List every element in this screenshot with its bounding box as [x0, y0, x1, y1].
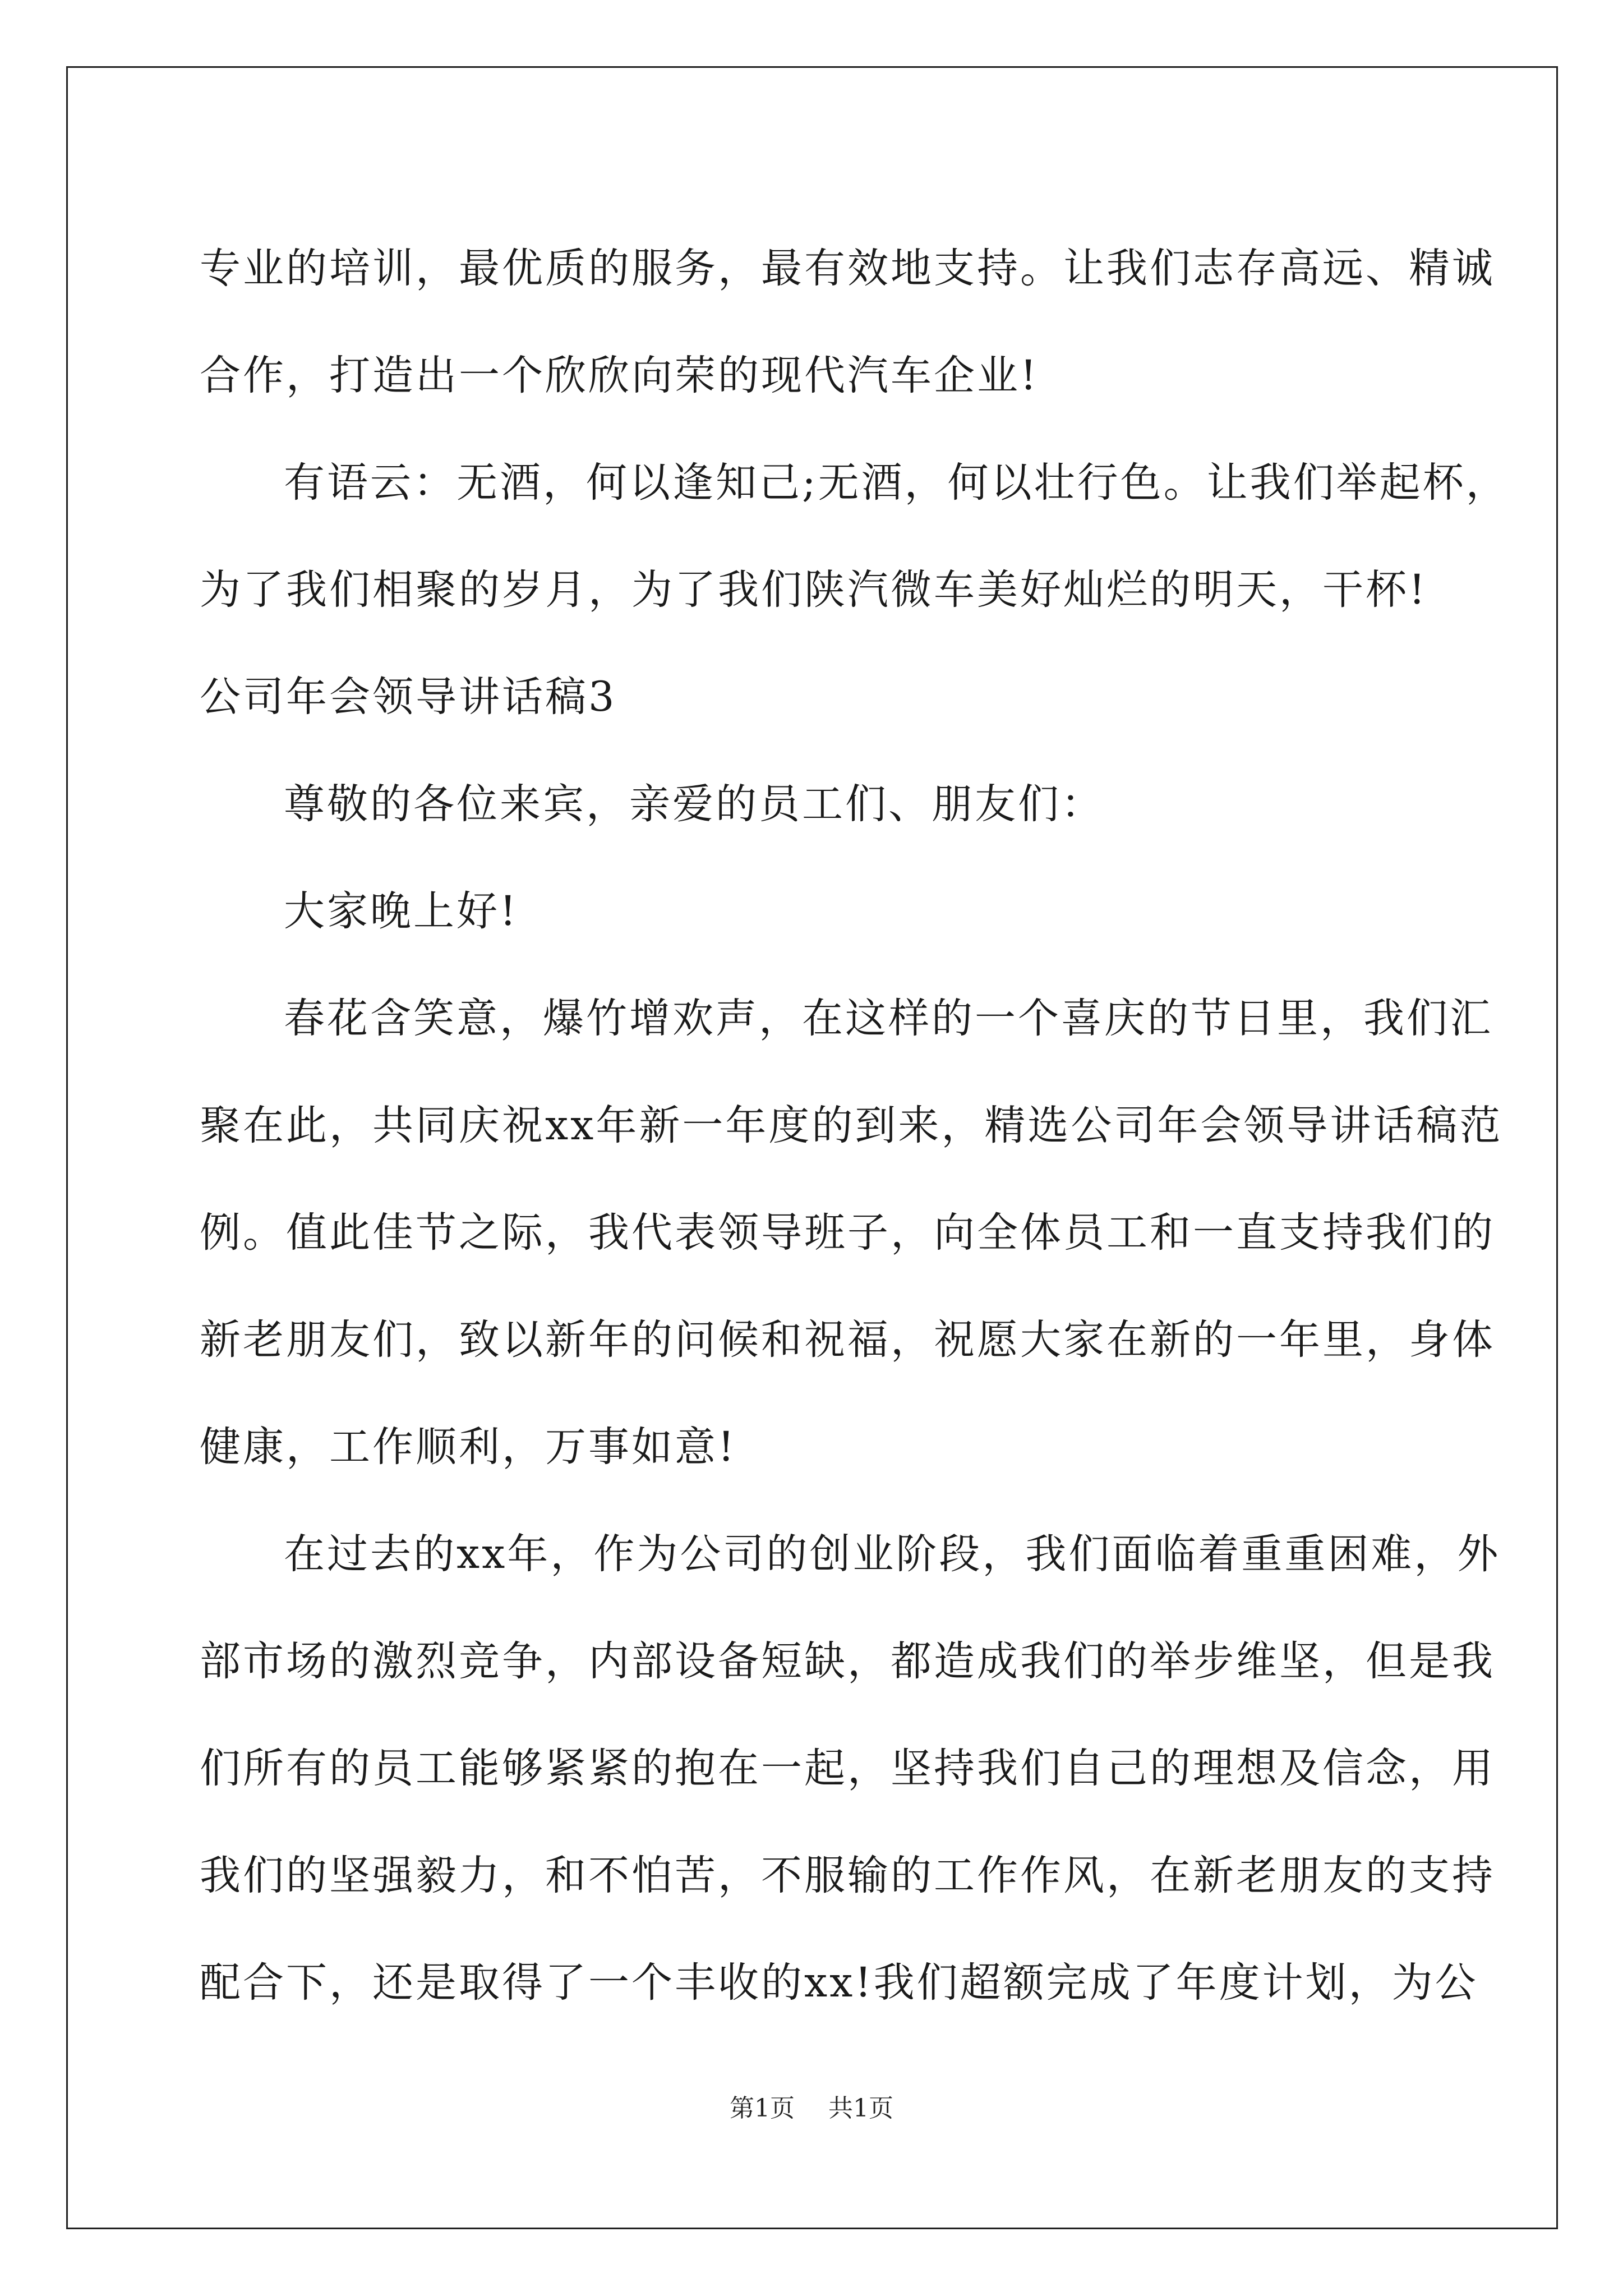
text-line-2: 合作，打造出一个欣欣向荣的现代汽车企业!	[200, 352, 1039, 399]
section-heading: 公司年会领导讲话稿3	[200, 673, 617, 721]
text-line-14: 部市场的激烈竞争，内部设备短缺，都造成我们的举步维坚，但是我	[200, 1637, 1495, 1685]
text-line-10: 例。值此佳节之际，我代表领导班子，向全体员工和一直支持我们的	[200, 1209, 1495, 1257]
text-line-16: 我们的坚强毅力，和不怕苦，不服输的工作作风，在新老朋友的支持	[200, 1852, 1495, 1899]
page-total: 共1页	[828, 2094, 893, 2123]
page-number: 第1页	[730, 2094, 795, 2123]
document-body	[200, 215, 1509, 2036]
text-line-8: 春花含笑意，爆竹增欢声，在这样的一个喜庆的节日里，我们汇	[284, 995, 1493, 1042]
greeting: 大家晚上好!	[284, 887, 519, 935]
text-line-13: 在过去的xx年，作为公司的创业阶段，我们面临着重重困难，外	[284, 1530, 1501, 1578]
text-line-1: 专业的培训，最优质的服务，最有效地支持。让我们志存高远、精诚	[200, 245, 1495, 292]
page-footer	[0, 2088, 1623, 2124]
text-line-11: 新老朋友们，致以新年的问候和祝福，祝愿大家在新的一年里，身体	[200, 1316, 1495, 1364]
text-line-15: 们所有的员工能够紧紧的抱在一起，坚持我们自己的理想及信念，用	[200, 1745, 1495, 1792]
text-line-17: 配合下，还是取得了一个丰收的xx!我们超额完成了年度计划，为公	[200, 1959, 1478, 2007]
salutation: 尊敬的各位来宾，亲爱的员工们、朋友们：	[284, 780, 1104, 828]
text-line-9: 聚在此，共同庆祝xx年新一年度的到来，精选公司年会领导讲话稿范	[200, 1102, 1503, 1149]
text-line-12: 健康，工作顺利，万事如意!	[200, 1423, 737, 1471]
text-line-4: 为了我们相聚的岁月，为了我们陕汽微车美好灿烂的明天，干杯!	[200, 566, 1428, 614]
text-line-3: 有语云：无酒，何以逢知己;无酒，何以壮行色。让我们举起杯，	[284, 459, 1509, 507]
